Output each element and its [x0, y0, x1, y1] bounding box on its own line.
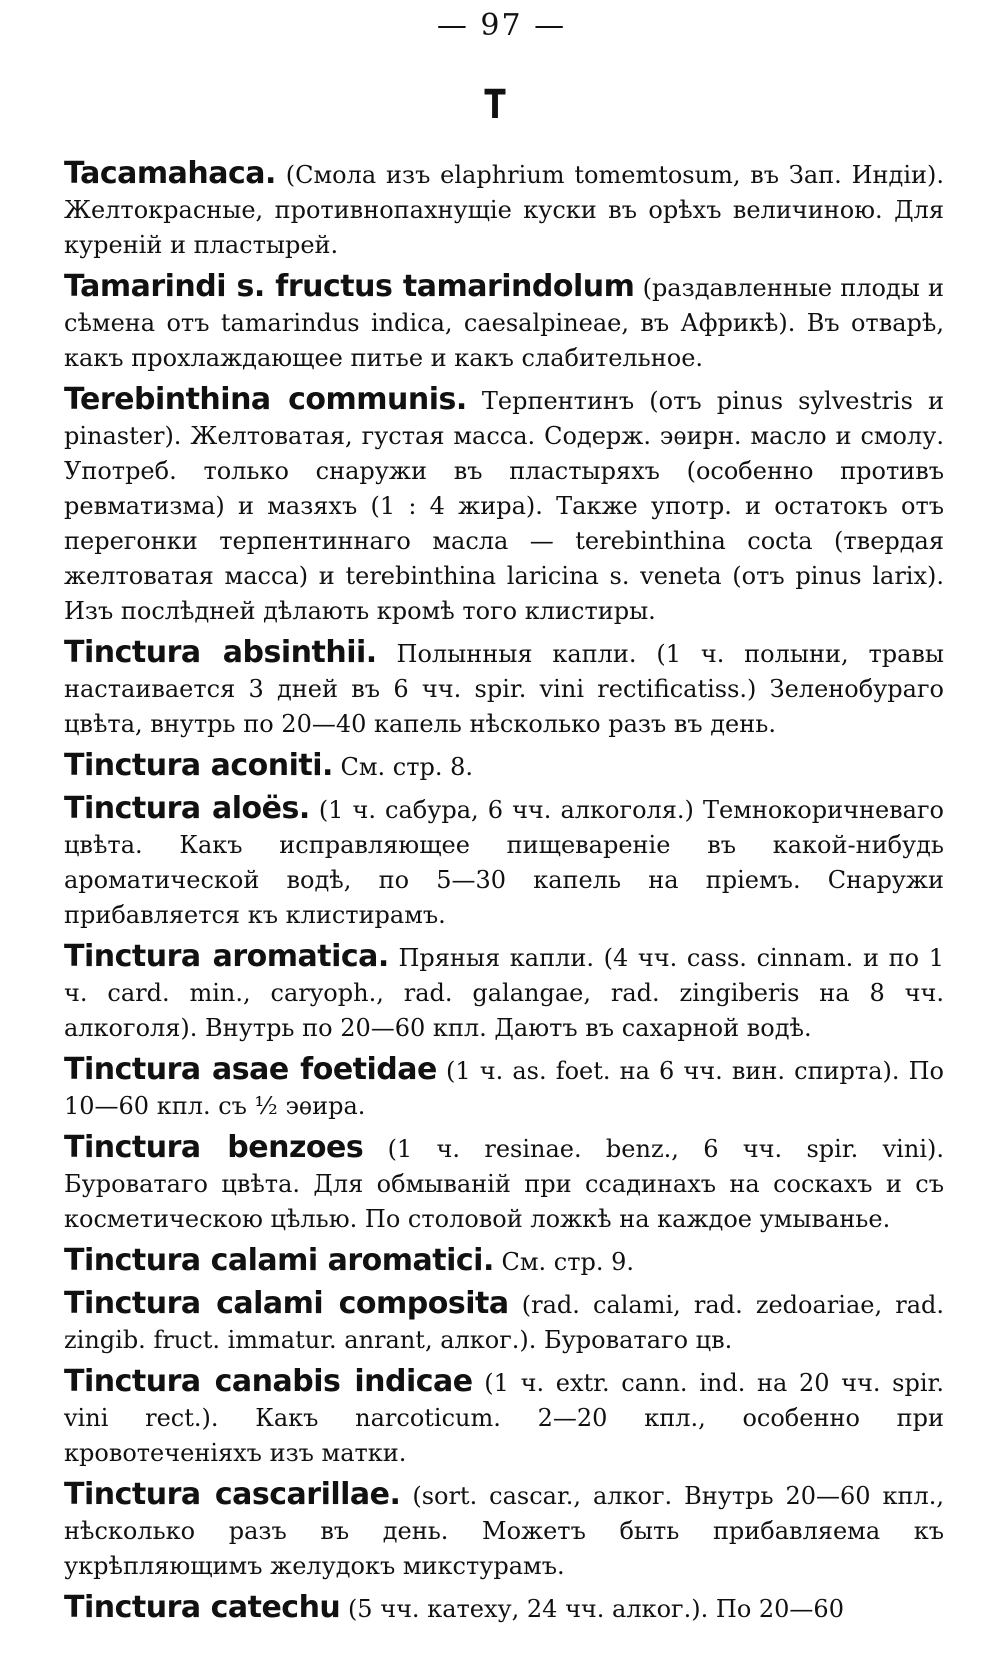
- entry-text: (1 ч. extr. cann. ind. на 20 чч. spir. vini rect.). Какъ narcoticum. 2—20 кпл., особенно при кровотеченіяхъ изъ матки.: [64, 1369, 945, 1467]
- entry-term: Tamarindi s. fructus tamarindolum: [64, 269, 635, 304]
- entry-tinctura-calami-aromatici: [64, 1243, 944, 1280]
- entry-tinctura-aloes: [64, 791, 944, 933]
- entry-term: Tinctura benzoes: [64, 1130, 364, 1165]
- entry-text: (sort. cascar., алког. Внутрь 20—60 кпл., нѣсколько разъ въ день. Можетъ быть прибавляема къ укрѣпляющимъ желудокъ микстурамъ.: [64, 1482, 944, 1580]
- entry-term: Tinctura aromatica.: [64, 939, 389, 974]
- entry-term: Tinctura aloës.: [64, 791, 310, 826]
- entry-text: (1 ч. as. foet. на 6 чч. вин. спирта). По 10—60 кпл. съ ½ эѳира.: [64, 1057, 944, 1120]
- entry-tinctura-aconiti: [64, 748, 944, 785]
- entry-text: См. стр. 9.: [501, 1248, 635, 1276]
- entry-term: Tinctura aconiti.: [64, 748, 333, 783]
- entry-text: Пряныя капли. (4 чч. cass. cinnam. и по 1 ч. card. min., caryoph., rad. galangae, rad. zingiberis на 8 чч. алкоголя). Внутрь по 20—60 кпл. Даютъ въ сахарной водѣ.: [64, 944, 944, 1042]
- entry-tinctura-cascarillae: [64, 1477, 944, 1584]
- entry-tamarindi: [64, 269, 944, 376]
- entry-text: (1 ч. сабура, 6 чч. алкоголя.) Темнокоричневаго цвѣта. Какъ исправляющее пищевареніе въ какой-нибудь ароматической водѣ, по 5—30 капель на пріемъ. Снаружи прибавляется къ клистирамъ.: [64, 796, 944, 929]
- entry-text: (раздавленные плоды и сѣмена отъ tamarindus indica, caesalpineae, въ Африкѣ). Въ отварѣ, какъ прохлаждающее питье и какъ слабительное.: [64, 274, 944, 372]
- entry-text: (1 ч. resinae. benz., 6 чч. spir. vini). Буроватаго цвѣта. Для обмываній при ссадинахъ на соскахъ и съ косметическою цѣлью. По столовой ложкѣ на каждое умыванье.: [64, 1135, 944, 1233]
- entry-text: Терпентинъ (отъ pinus sylvestris и pinaster). Желтоватая, густая масса. Содерж. эѳирн. масло и смолу. Употреб. только снаружи въ пластыряхъ (особенно противъ ревматизма) и мазяхъ (1 : 4 жира). Также употр. и остатокъ отъ перегонки терпентиннаго масла — terebinthina cocta (твердая желтоватая масса) и terebinthina laricina s. veneta (отъ pinus larix). Изъ послѣдней дѣлають кромѣ того клистиры.: [64, 387, 945, 625]
- entry-term: Tinctura calami aromatici.: [64, 1243, 494, 1278]
- entry-tinctura-calami-composita: [64, 1286, 944, 1358]
- section-letter: T: [484, 82, 506, 128]
- entry-list: [64, 156, 944, 1633]
- entry-term: Terebinthina communis.: [64, 382, 467, 417]
- entry-terebinthina: [64, 382, 944, 629]
- entry-tinctura-benzoes: [64, 1130, 944, 1237]
- entry-term: Tinctura canabis indicae: [64, 1364, 473, 1399]
- entry-text: (5 чч. катеху, 24 чч. алког.). По 20—60: [347, 1595, 844, 1623]
- entry-term: Tinctura catechu: [64, 1590, 341, 1625]
- entry-tinctura-absinthii: [64, 635, 944, 742]
- entry-term: Tinctura absinthii.: [64, 635, 377, 670]
- entry-text: Полынныя капли. (1 ч. полыни, травы настаивается 3 дней въ 6 чч. spir. vini rectificatiss.) Зеленобураго цвѣта, внутрь по 20—40 капель нѣсколько разъ въ день.: [64, 640, 945, 738]
- entry-tinctura-aromatica: [64, 939, 944, 1046]
- entry-term: Tinctura asae foetidae: [64, 1052, 437, 1087]
- entry-tinctura-asae-foetidae: [64, 1052, 944, 1124]
- entry-term: Tinctura calami composita: [64, 1286, 509, 1321]
- page-number: — 97 —: [436, 8, 567, 43]
- entry-tinctura-canabis-indicae: [64, 1364, 944, 1471]
- entry-text: См. стр. 8.: [340, 753, 474, 781]
- entry-tinctura-catechu: [64, 1590, 944, 1627]
- entry-text: (rad. calami, rad. zedoariae, rad. zingib. fruct. immatur. anrant, алког.). Буроватаго цв.: [64, 1291, 944, 1354]
- entry-tacamahaca: [64, 156, 944, 263]
- entry-text: (Смола изъ elaphrium tomemtosum, въ Зап. Индіи). Желтокрасные, противнопахнущіе куски въ орѣхъ величиною. Для куреній и пластырей.: [64, 161, 944, 259]
- entry-term: Tacamahaca.: [64, 156, 276, 191]
- entry-term: Tinctura cascarillae.: [64, 1477, 401, 1512]
